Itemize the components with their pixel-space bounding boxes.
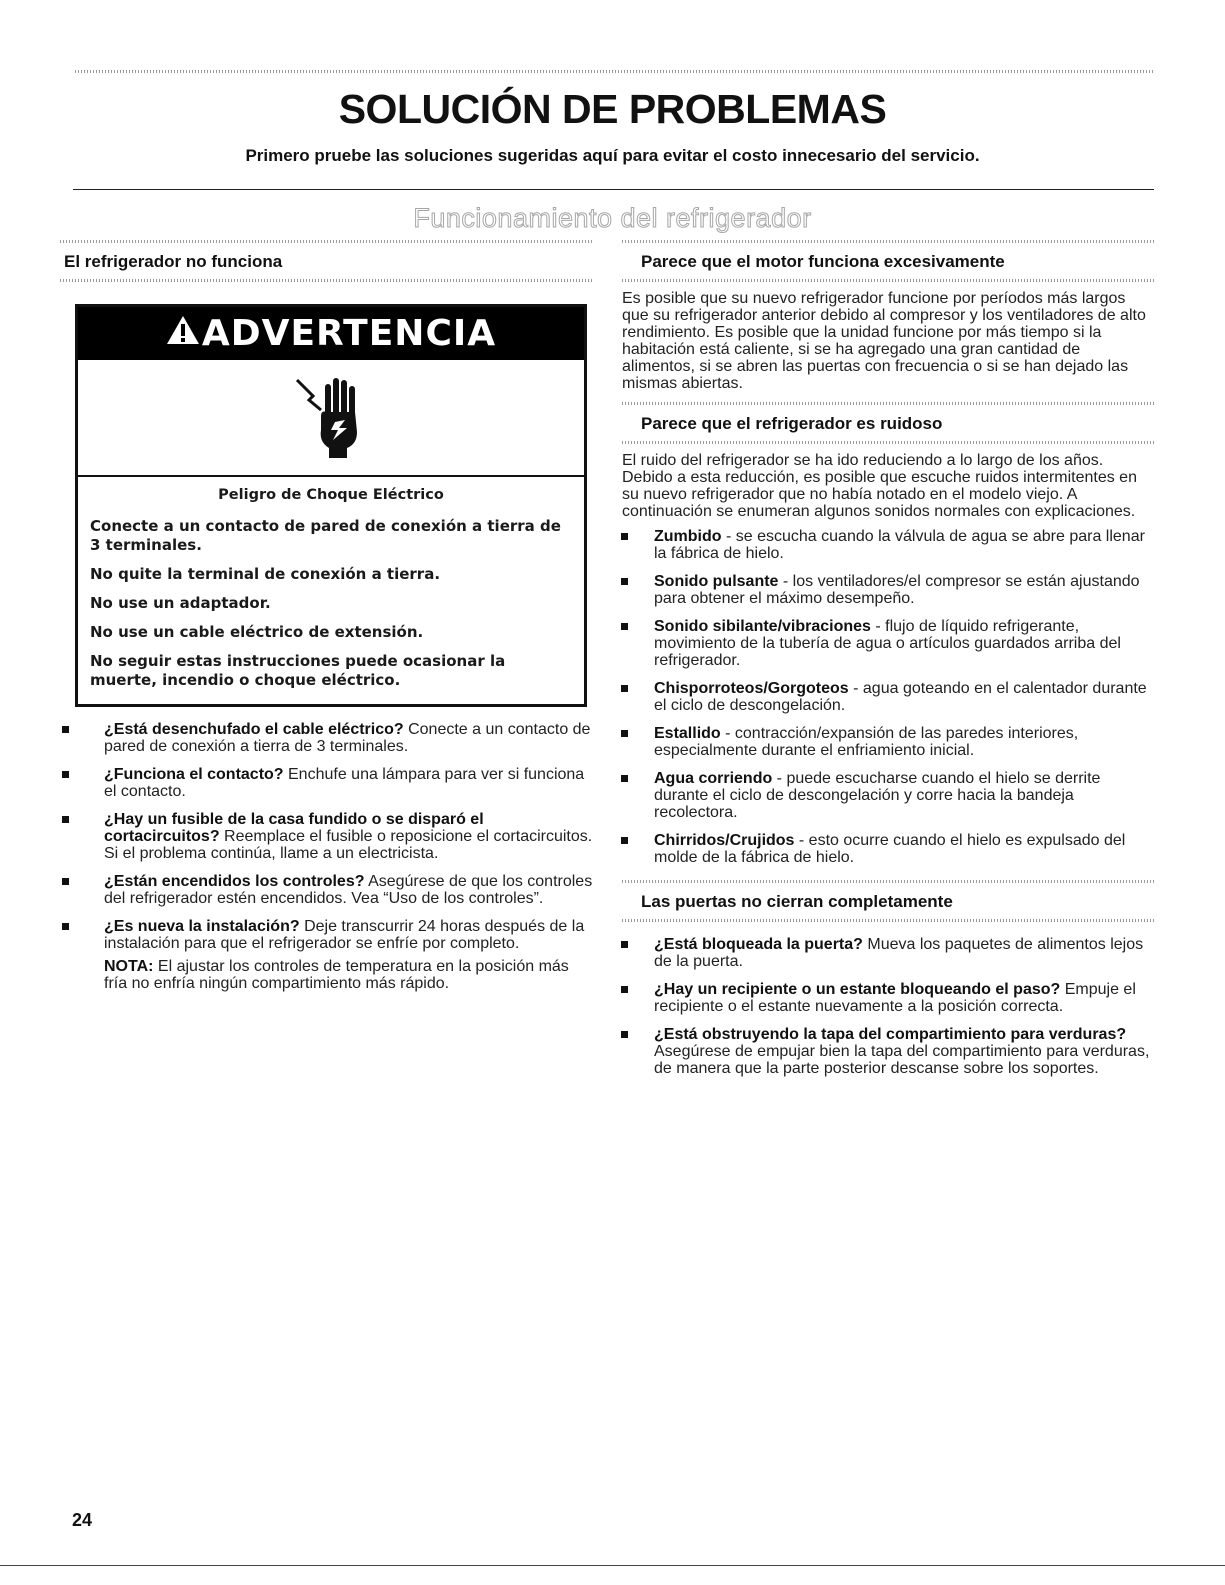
list-item: Estallido - contracción/expansión de las paredes interiores, especialmente durante el enfriamiento inicial. <box>622 725 1155 759</box>
doors-list <box>622 936 1155 1077</box>
right-column <box>622 240 1155 1088</box>
warning-header <box>78 307 584 360</box>
electric-shock-hand-icon <box>291 370 371 465</box>
top-dotted-band <box>75 70 1153 73</box>
shock-icon-row <box>78 360 584 477</box>
noise-text: El ruido del refrigerador se ha ido reduciendo a lo largo de los años. Debido a esta reducción, es posible que escuche ruidos intermitentes en su nuevo refrigerador que no había notado en el modelo viejo. A continuación se enumeran algunos sonidos normales con explicaciones. <box>622 452 1137 520</box>
divider <box>60 279 593 282</box>
warning-line: No use un adaptador. <box>90 594 271 612</box>
note: NOTA: El ajustar los controles de temperatura en la posición más fría no enfría ningún compartimiento más rápido. <box>104 958 569 992</box>
list-item: ¿Está obstruyendo la tapa del compartimiento para verduras? Asegúrese de empujar bien la tapa del compartimiento para verduras, de manera que la parte posterior descanse sobre los soportes. <box>622 1026 1155 1077</box>
warning-line: Conecte a un contacto de pared de conexión a tierra de 3 terminales. <box>90 517 561 554</box>
list-item: ¿Hay un fusible de la casa fundido o se disparó el cortacircuitos? Reemplace el fusible o reposicione el cortacircuitos. Si el problema continúa, llame a un electricista. <box>60 811 593 862</box>
list-item: ¿Está bloqueada la puerta? Mueva los paquetes de alimentos lejos de la puerta. <box>622 936 1155 970</box>
left-column <box>60 240 593 992</box>
list-item: Sonido pulsante - los ventiladores/el compresor se están ajustando para obtener el máximo desempeño. <box>622 573 1155 607</box>
list-item: ¿Es nueva la instalación? Deje transcurrir 24 horas después de la instalación para que el refrigerador se enfríe por completo. <box>60 918 593 952</box>
list-item: ¿Está desenchufado el cable eléctrico? Conecte a un contacto de pared de conexión a tierra de 3 terminales. <box>60 721 593 755</box>
list-item: Chirridos/Crujidos - esto ocurre cuando el hielo es expulsado del molde de la fábrica de hielo. <box>622 832 1155 866</box>
warning-line: No quite la terminal de conexión a tierra. <box>90 565 441 583</box>
list-item: Agua corriendo - puede escucharse cuando el hielo se derrite durante el ciclo de descongelación y corre hacia la bandeja recolectora. <box>622 770 1155 821</box>
warning-body <box>78 477 584 704</box>
page-subtitle: Primero pruebe las soluciones sugeridas aquí para evitar el costo innecesario del servicio. <box>245 146 980 165</box>
list-item: ¿Funciona el contacto? Enchufe una lámpara para ver si funciona el contacto. <box>60 766 593 800</box>
warning-line: No use un cable eléctrico de extensión. <box>90 623 424 641</box>
list-item: Sonido sibilante/vibraciones - flujo de líquido refrigerante, movimiento de la tubería de agua o artículos guardados arriba del refrigerador. <box>622 618 1155 669</box>
list-item: ¿Están encendidos los controles? Asegúrese de que los controles del refrigerador estén encendidos. Vea “Uso de los controles”. <box>60 873 593 907</box>
warning-danger: Peligro de Choque Eléctrico <box>218 487 444 503</box>
heading-doors: Las puertas no cierran completamente <box>641 892 953 911</box>
page-number: 24 <box>72 1510 93 1530</box>
page-title: SOLUCIÓN DE PROBLEMAS <box>338 86 887 132</box>
heading-motor: Parece que el motor funciona excesivamente <box>641 252 1005 271</box>
list-item: Chisporroteos/Gorgoteos - agua goteando en el calentador durante el ciclo de descongelación. <box>622 680 1155 714</box>
warning-triangle-icon <box>166 315 200 353</box>
noise-list <box>622 528 1155 866</box>
warning-line: No seguir estas instrucciones puede ocasionar la muerte, incendio o choque eléctrico. <box>90 652 506 689</box>
list-item: ¿Hay un recipiente o un estante bloqueando el paso? Empuje el recipiente o el estante nuevamente a la posición correcta. <box>622 981 1155 1015</box>
section-title: Funcionamiento del refrigerador <box>413 203 812 233</box>
list-item: Zumbido - se escucha cuando la válvula de agua se abre para llenar la fábrica de hielo. <box>622 528 1155 562</box>
heading-noise: Parece que el refrigerador es ruidoso <box>641 414 943 433</box>
bottom-rule <box>0 1565 1225 1566</box>
warning-box <box>75 304 587 707</box>
top-rule <box>73 189 1154 190</box>
motor-text: Es posible que su nuevo refrigerador funcione por períodos más largos que su refrigerador anterior debido al compresor y los ventiladores de alto rendimiento. Es posible que la unidad funcione por más tiempo si la habitación está caliente, si se ha agregado una gran cantidad de alimentos, si se abren las puertas con frecuencia o si se han dejado las mismas abiertas. <box>622 290 1146 392</box>
divider <box>622 919 1155 922</box>
not-working-list <box>60 721 593 952</box>
warning-label: ADVERTENCIA <box>201 313 497 354</box>
heading-not-working: El refrigerador no funciona <box>64 252 283 271</box>
